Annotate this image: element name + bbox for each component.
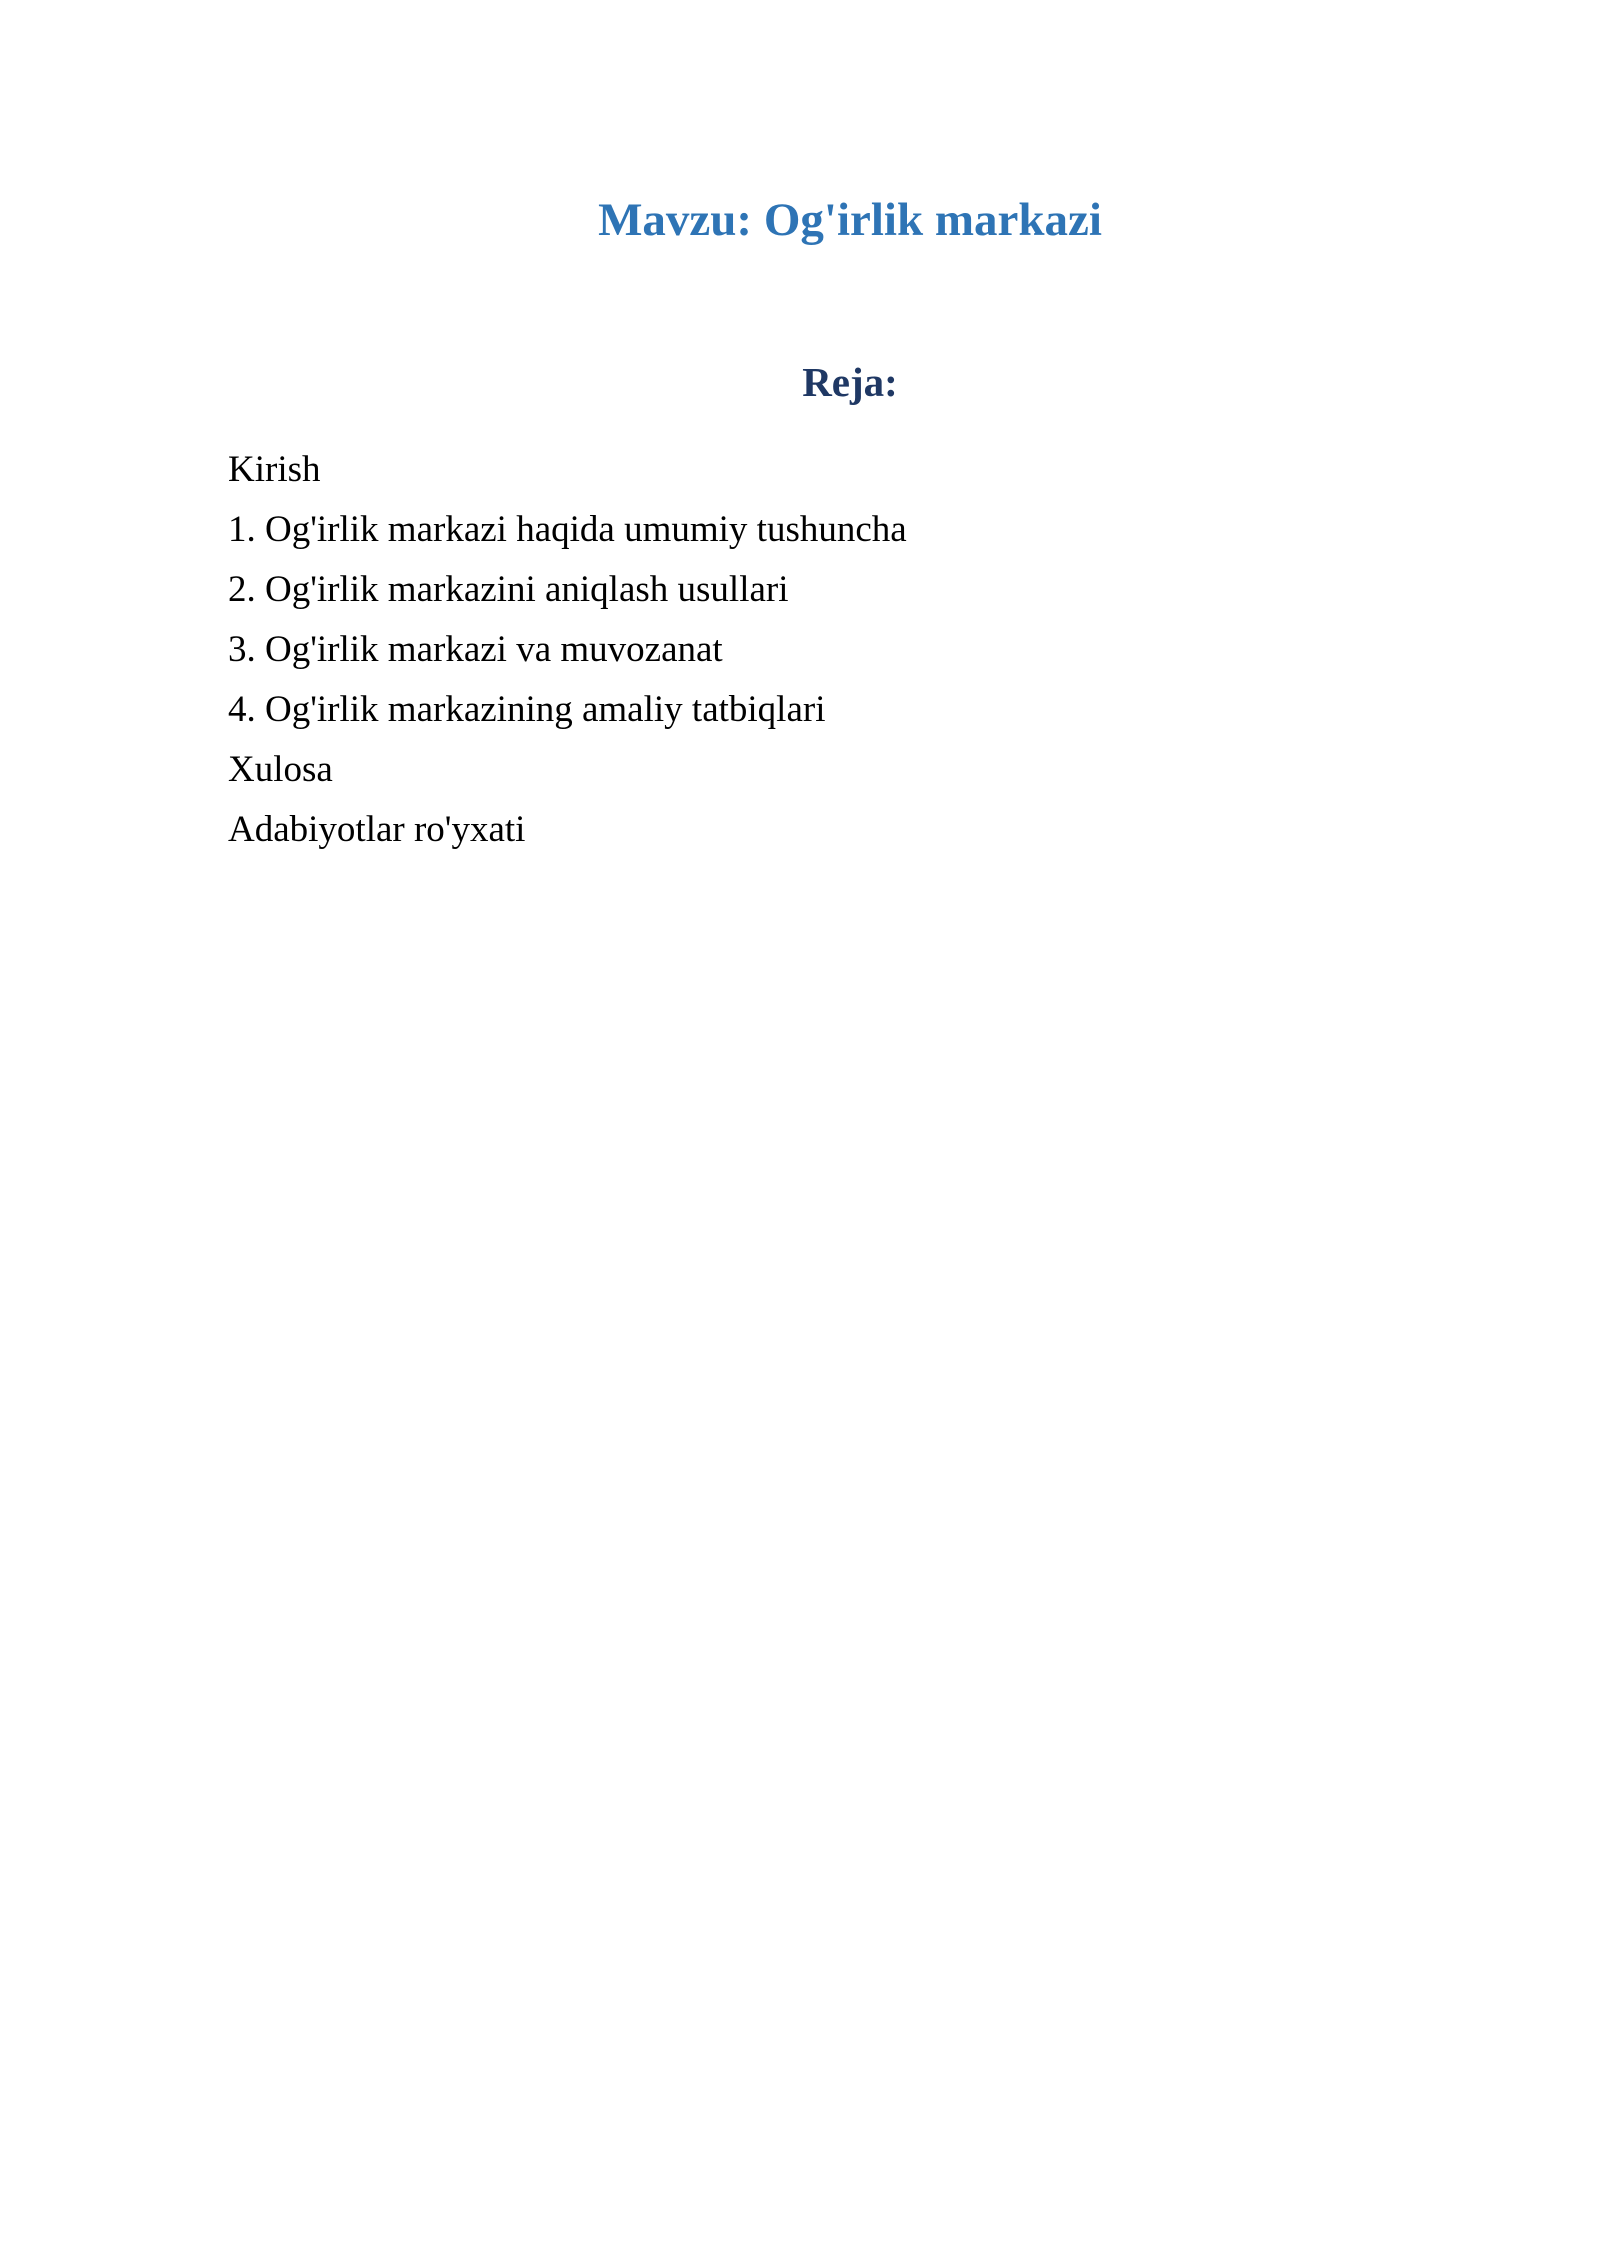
plan-item-introduction: Kirish	[228, 449, 321, 490]
plan-item-4: 4. Og'irlik markazining amaliy tatbiqlari	[228, 689, 826, 730]
plan-item-conclusion: Xulosa	[228, 749, 333, 790]
plan-item-1: 1. Og'irlik markazi haqida umumiy tushuncha	[228, 509, 907, 550]
plan-item-3: 3. Og'irlik markazi va muvozanat	[228, 629, 723, 670]
plan-heading: Reja:	[802, 359, 898, 405]
plan-list	[228, 440, 907, 860]
document-title: Mavzu: Og'irlik markazi	[598, 194, 1102, 246]
plan-item-references: Adabiyotlar ro'yxati	[228, 809, 526, 850]
plan-item-2: 2. Og'irlik markazini aniqlash usullari	[228, 569, 789, 610]
